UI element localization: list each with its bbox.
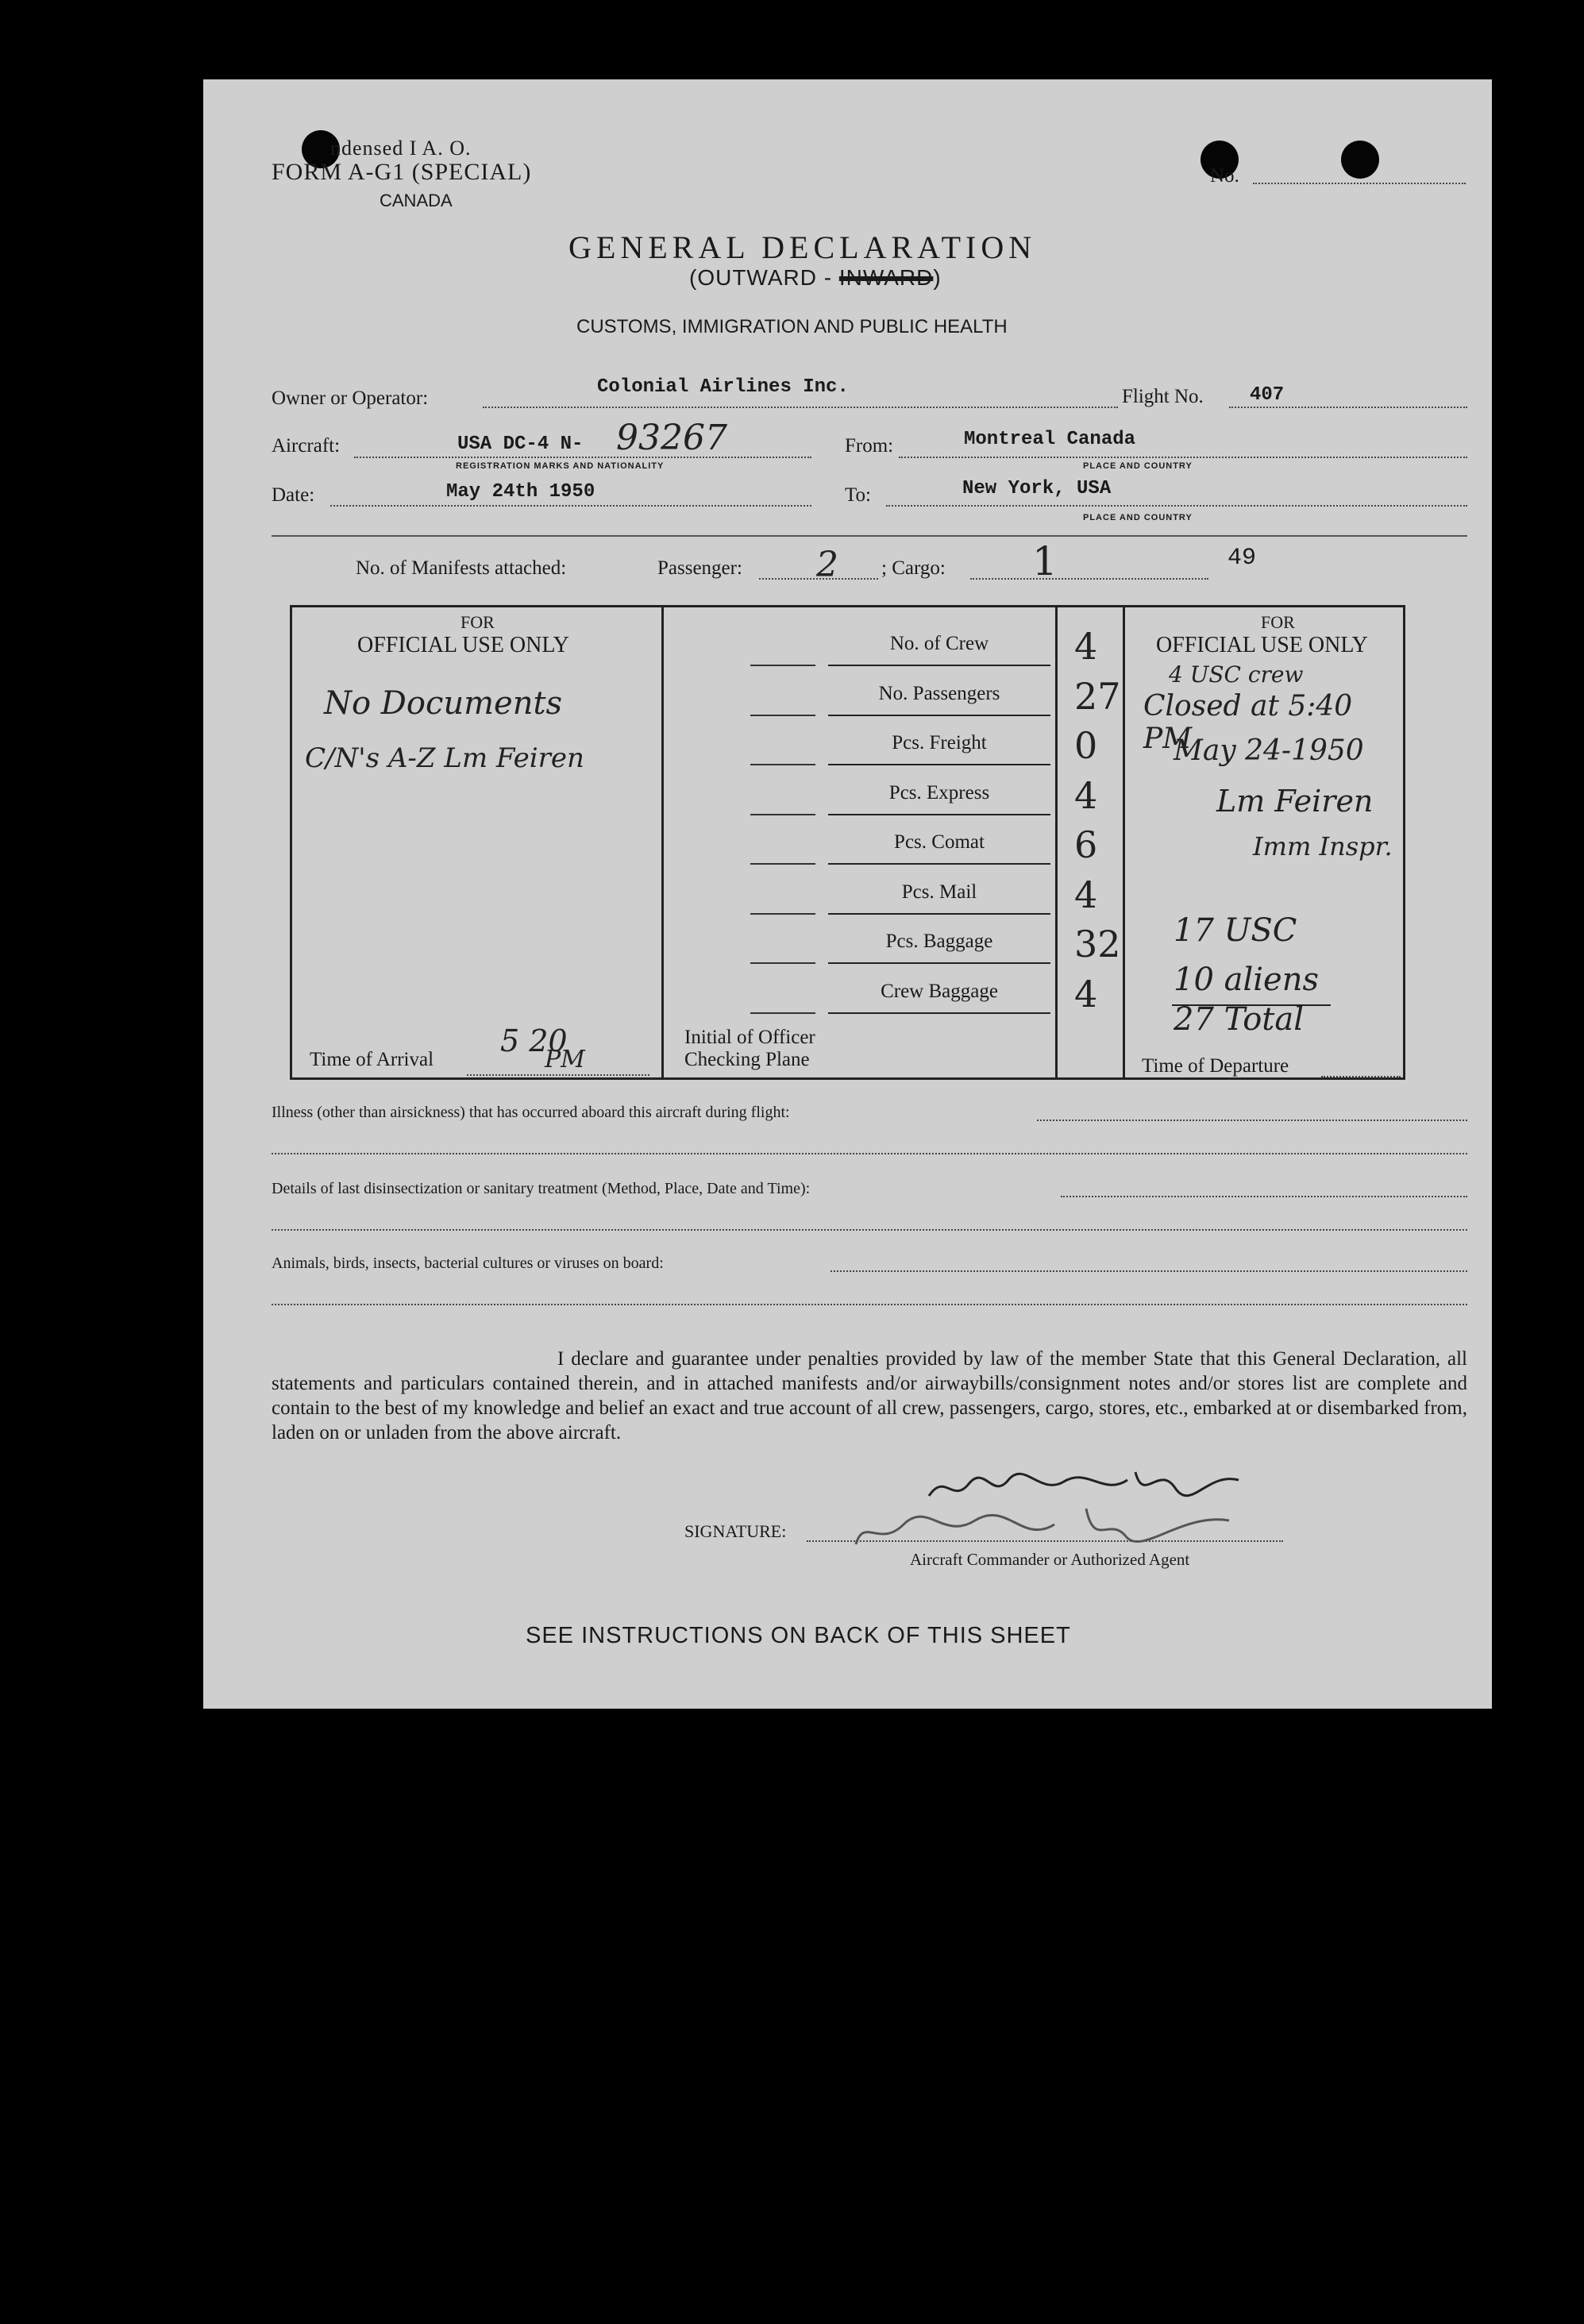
subtitle-close: ) — [933, 265, 942, 290]
row-label: Pcs. Express — [888, 781, 990, 804]
cargo-table — [290, 605, 1405, 1080]
right-header-1: FOR — [1261, 612, 1295, 632]
subtitle-outward: (OUTWARD - — [689, 265, 833, 290]
no-label: No. — [1210, 165, 1239, 187]
departure-line — [1321, 1076, 1401, 1077]
extra-number: 49 — [1228, 545, 1257, 572]
row-tick — [750, 715, 815, 716]
aircraft-label: Aircraft: — [272, 435, 341, 457]
page-subtitle — [689, 265, 942, 291]
date-value: May 24th 1950 — [446, 481, 595, 503]
row-value: 4 — [1074, 773, 1098, 817]
row-rule — [828, 913, 1050, 915]
flight-value: 407 — [1250, 384, 1285, 406]
row-tick — [750, 665, 815, 666]
illness-line-1 — [1037, 1120, 1467, 1121]
right-note-3: May 24-1950 — [1174, 734, 1364, 767]
row-tick — [750, 814, 815, 815]
row-tick — [750, 1012, 815, 1014]
tally-3: 27 Total — [1174, 1001, 1304, 1038]
arrival-line — [467, 1074, 649, 1076]
departure-label: Time of Departure — [1142, 1055, 1289, 1077]
cargo-value: 1 — [1032, 538, 1058, 584]
date-label: Date: — [272, 484, 315, 506]
right-note-2: Closed at 5:40 PM — [1143, 690, 1353, 755]
row-tick — [750, 913, 815, 915]
from-label: From: — [845, 435, 894, 457]
arrival-time: 5 20 — [500, 1023, 568, 1058]
row-tick — [750, 863, 815, 865]
to-label: To: — [845, 484, 871, 506]
row-label: No. of Crew — [889, 633, 989, 654]
aircraft-value: USA DC-4 N- — [457, 434, 584, 455]
row-rule — [828, 962, 1050, 964]
row-label: Pcs. Freight — [892, 732, 987, 753]
punch-hole-right-2 — [1341, 141, 1379, 179]
row-label: No. Passengers — [878, 682, 1000, 704]
disinsect-question: Details of last disinsectization or sanitary treatment (Method, Place, Date and Time): — [272, 1180, 811, 1197]
from-value: Montreal Canada — [964, 429, 1136, 450]
illness-line-2 — [272, 1153, 1467, 1154]
aircraft-hand: 93267 — [616, 418, 727, 458]
manifests-label: No. of Manifests attached: — [356, 557, 567, 579]
right-note-1: 4 USC crew — [1169, 661, 1304, 688]
owner-value: Colonial Airlines Inc. — [597, 376, 849, 398]
row-label: Pcs. Comat — [894, 831, 985, 853]
row-value: 4 — [1074, 873, 1098, 916]
left-note-1: No Documents — [324, 685, 563, 722]
from-line — [899, 457, 1467, 458]
tally-2: 10 aliens — [1174, 962, 1320, 998]
row-tick — [750, 764, 815, 765]
separator — [272, 535, 1467, 537]
owner-label: Owner or Operator: — [272, 387, 429, 409]
aircraft-caption: REGISTRATION MARKS AND NATIONALITY — [456, 461, 665, 471]
passenger-label: Passenger: — [657, 557, 742, 579]
subheading: CUSTOMS, IMMIGRATION AND PUBLIC HEALTH — [576, 316, 1008, 337]
flight-label: Flight No. — [1122, 386, 1204, 407]
row-rule — [828, 814, 1050, 815]
officer-label-1: Initial of Officer — [684, 1027, 815, 1048]
row-rule — [828, 715, 1050, 716]
tally-1: 17 USC — [1174, 912, 1297, 949]
owner-line — [483, 407, 1118, 408]
row-label: Pcs. Baggage — [885, 931, 993, 952]
illness-question: Illness (other than airsickness) that has occurred aboard this aircraft during flight: — [272, 1104, 790, 1121]
left-note-2: C/N's A-Z Lm Feiren — [305, 742, 584, 774]
row-rule — [828, 863, 1050, 865]
col-divider-1 — [661, 607, 664, 1077]
left-header-1: FOR — [461, 612, 495, 632]
row-value: 32 — [1074, 923, 1121, 965]
row-value: 0 — [1074, 724, 1098, 767]
page-title: GENERAL DECLARATION — [568, 229, 1037, 265]
disinsect-line-1 — [1061, 1196, 1467, 1197]
row-value: 27 — [1074, 674, 1121, 718]
row-label: Crew Baggage — [881, 980, 998, 1002]
left-header-2: OFFICIAL USE ONLY — [357, 633, 569, 657]
from-caption: PLACE AND COUNTRY — [1083, 461, 1193, 471]
arrival-pm: PM — [545, 1046, 585, 1073]
row-rule — [828, 764, 1050, 765]
animals-question: Animals, birds, insects, bacterial cultures or viruses on board: — [272, 1254, 664, 1272]
right-header-2: OFFICIAL USE ONLY — [1156, 633, 1368, 657]
passenger-value: 2 — [816, 545, 838, 585]
row-value: 4 — [1074, 625, 1098, 668]
row-rule — [828, 665, 1050, 666]
animals-line-2 — [272, 1304, 1467, 1305]
no-field-line — [1253, 183, 1466, 184]
animals-line-1 — [831, 1270, 1467, 1272]
form-line-2: FORM A-G1 (SPECIAL) — [272, 159, 532, 185]
flight-line — [1229, 407, 1467, 408]
declaration-text: I declare and guarantee under penalties provided by law of the member State that this General Declaration, all statements and particulars contained therein, and in attached manifests and/or airwaybills/consignment notes and/or stores list are complete and contain to the best of my knowledge and belief an exact and true account of all crew, passengers, cargo, stores, etc., embarked at or disembarked from, laden on or unladen from the above aircraft. — [272, 1348, 1467, 1443]
row-value: 4 — [1074, 972, 1098, 1016]
row-value: 6 — [1074, 823, 1098, 866]
row-rule — [828, 1012, 1050, 1014]
cargo-line — [970, 578, 1208, 580]
officer-label-2: Checking Plane — [684, 1049, 810, 1070]
subtitle-struck: INWARD — [838, 265, 934, 290]
cargo-label: ; Cargo: — [881, 557, 946, 579]
signature-label: SIGNATURE: — [684, 1521, 787, 1541]
aircraft-line — [354, 457, 811, 458]
right-note-4: Lm Feiren — [1216, 784, 1374, 819]
footer-instructions: SEE INSTRUCTIONS ON BACK OF THIS SHEET — [526, 1623, 1071, 1648]
col-divider-2 — [1055, 607, 1058, 1077]
col-divider-3 — [1123, 607, 1125, 1077]
to-line — [886, 505, 1467, 507]
row-label: Pcs. Mail — [901, 881, 977, 903]
document-sheet — [203, 79, 1492, 1709]
arrival-label: Time of Arrival — [310, 1049, 434, 1070]
signature-lower — [848, 1501, 1245, 1556]
date-line — [330, 505, 811, 507]
signer-role: Aircraft Commander or Authorized Agent — [910, 1550, 1190, 1569]
form-line-1: ndensed I A. O. — [330, 137, 472, 160]
disinsect-line-2 — [272, 1229, 1467, 1231]
row-tick — [750, 962, 815, 964]
right-note-5: Imm Inspr. — [1253, 831, 1393, 861]
to-caption: PLACE AND COUNTRY — [1083, 513, 1193, 522]
to-value: New York, USA — [962, 478, 1112, 499]
form-line-3: CANADA — [380, 191, 453, 210]
